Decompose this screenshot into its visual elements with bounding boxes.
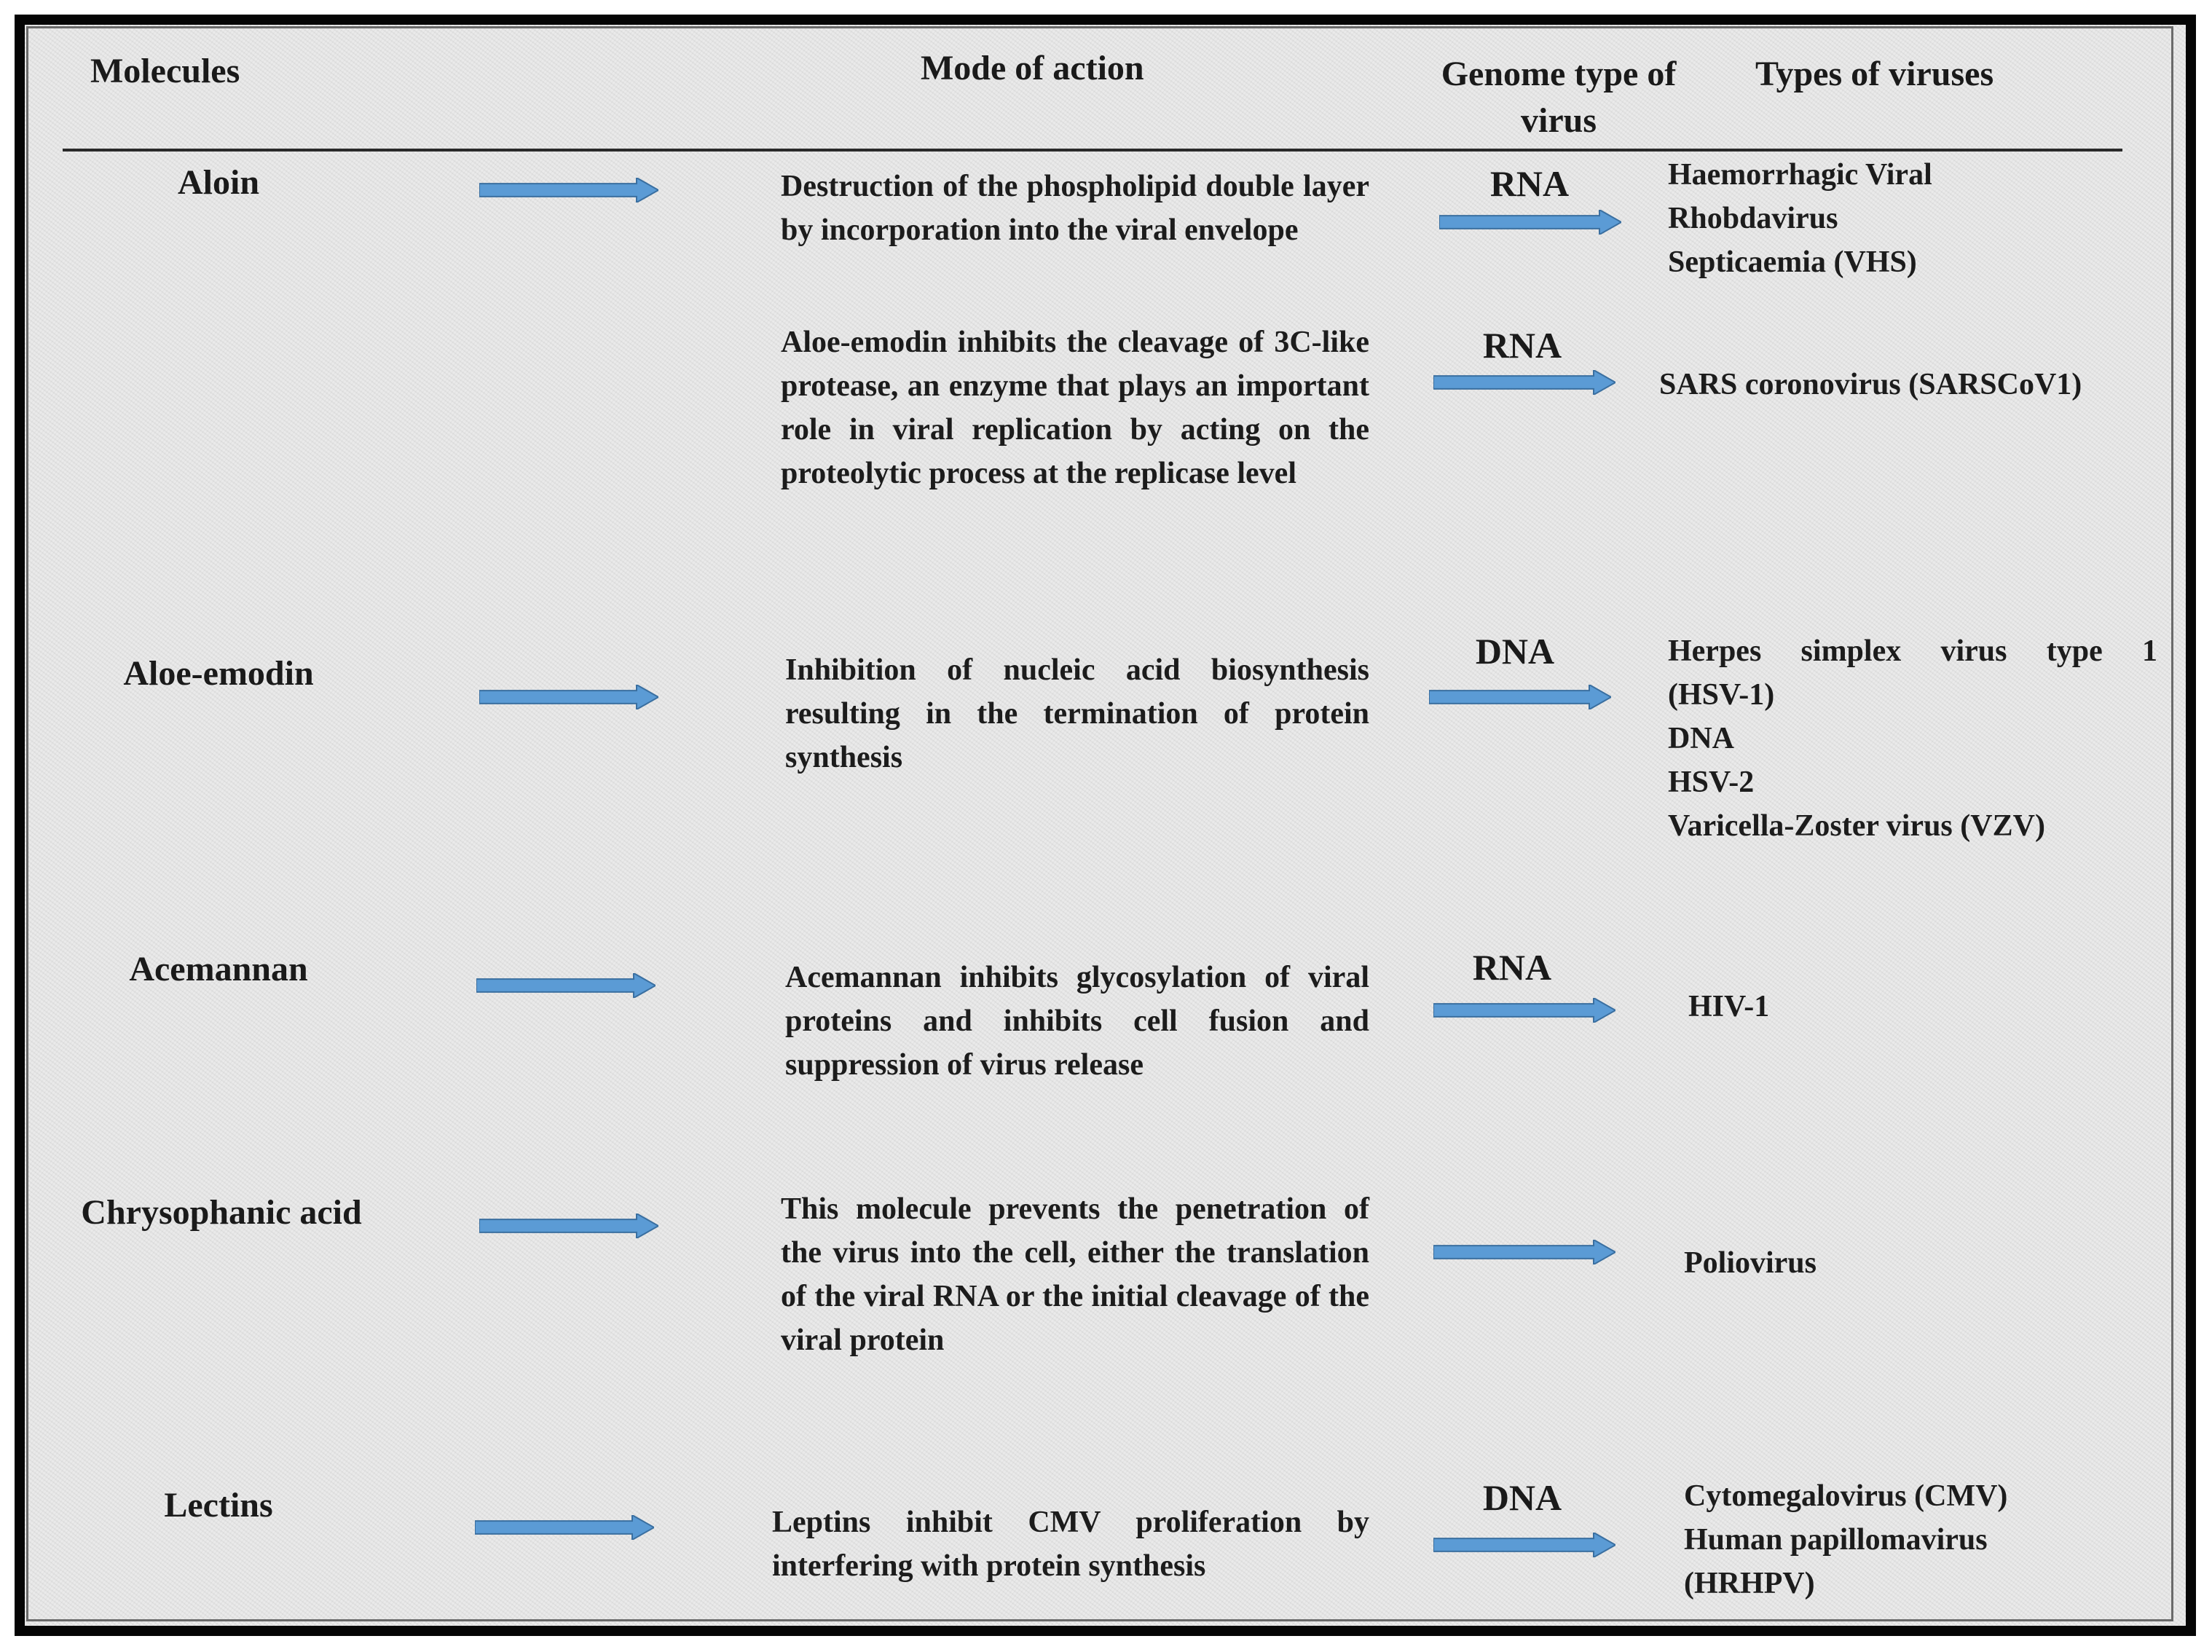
header-genome-line2: virus xyxy=(1520,101,1597,140)
molecule-arrow xyxy=(479,685,658,709)
molecule-label: Aloe-emodin xyxy=(123,654,314,693)
virus-name: DNA xyxy=(1668,722,1734,755)
genome-type-label: DNA xyxy=(1475,631,1555,672)
virus-name: Poliovirus xyxy=(1684,1246,1817,1280)
virus-name: (HSV-1) xyxy=(1668,678,1775,712)
mode-of-action-text: Leptins inhibit CMV proliferation by interfering with protein synthesis xyxy=(772,1506,1369,1583)
molecule-label: Chrysophanic acid xyxy=(81,1193,362,1232)
virus-list xyxy=(1684,1241,2121,1285)
genome-arrow xyxy=(1433,1533,1615,1557)
header-mode-of-action: Mode of action xyxy=(921,49,1144,87)
header-divider xyxy=(63,149,2122,152)
mode-of-action-text: Inhibition of nucleic acid biosynthesis resulting in the termination of protein synthesis xyxy=(785,653,1369,774)
genome-type-label: RNA xyxy=(1482,325,1562,366)
virus-name: Herpes simplex virus type 1 xyxy=(1668,634,2157,668)
genome-type-label: RNA xyxy=(1472,947,1552,988)
header-molecules: Molecules xyxy=(90,52,240,90)
virus-name: SARS coronovirus (SARSCoV1) xyxy=(1659,368,2082,401)
header-types-of-viruses: Types of viruses xyxy=(1755,55,1994,93)
molecule-arrow xyxy=(479,1214,658,1238)
virus-name: Human papillomavirus xyxy=(1684,1523,1988,1557)
virus-list xyxy=(1688,985,2125,1028)
molecule-arrow xyxy=(475,1515,654,1540)
genome-type-label: RNA xyxy=(1489,163,1570,204)
virus-list xyxy=(1684,1474,2150,1605)
virus-name: Rhobdavirus xyxy=(1668,202,1838,235)
virus-name: HSV-2 xyxy=(1668,766,1755,799)
molecule-label: Lectins xyxy=(164,1486,273,1525)
virus-name: Cytomegalovirus (CMV) xyxy=(1684,1479,2008,1513)
virus-name: Varicella-Zoster virus (VZV) xyxy=(1668,809,2045,843)
virus-list xyxy=(1668,153,2149,284)
virus-list xyxy=(1668,629,2157,848)
genome-arrow xyxy=(1439,210,1621,235)
mode-of-action-text: This molecule prevents the penetration of the virus into the cell, either the translation of the viral RNA or the initial cleavage of the viral protein xyxy=(781,1192,1369,1357)
genome-type-label: DNA xyxy=(1482,1477,1562,1518)
molecule-arrow xyxy=(476,973,656,998)
mode-of-action-text: Aloe-emodin inhibits the cleavage of 3C-like protease, an enzyme that plays an important role in viral replication by acting on the proteolytic process at the replicase level xyxy=(781,326,1369,490)
genome-arrow xyxy=(1433,998,1615,1023)
header-genome-line1: Genome type of xyxy=(1441,55,1677,93)
virus-name: Haemorrhagic Viral xyxy=(1668,158,1932,192)
virus-list xyxy=(1659,363,2169,406)
genome-arrow xyxy=(1429,685,1611,709)
virus-name: HIV-1 xyxy=(1688,990,1770,1023)
virus-name: (HRHPV) xyxy=(1684,1567,1815,1600)
molecule-label: Acemannan xyxy=(129,950,308,988)
genome-arrow xyxy=(1433,370,1615,395)
molecule-label: Aloin xyxy=(177,163,260,202)
virus-name: Septicaemia (VHS) xyxy=(1668,245,1917,279)
mode-of-action-text: Acemannan inhibits glycosylation of viral proteins and inhibits cell fusion and suppression of virus release xyxy=(785,961,1369,1082)
mode-of-action-text: Destruction of the phospholipid double layer by incorporation into the viral envelope xyxy=(781,170,1369,247)
genome-arrow xyxy=(1433,1240,1615,1264)
header-genome-type xyxy=(1406,51,1712,144)
molecule-arrow xyxy=(479,178,658,202)
